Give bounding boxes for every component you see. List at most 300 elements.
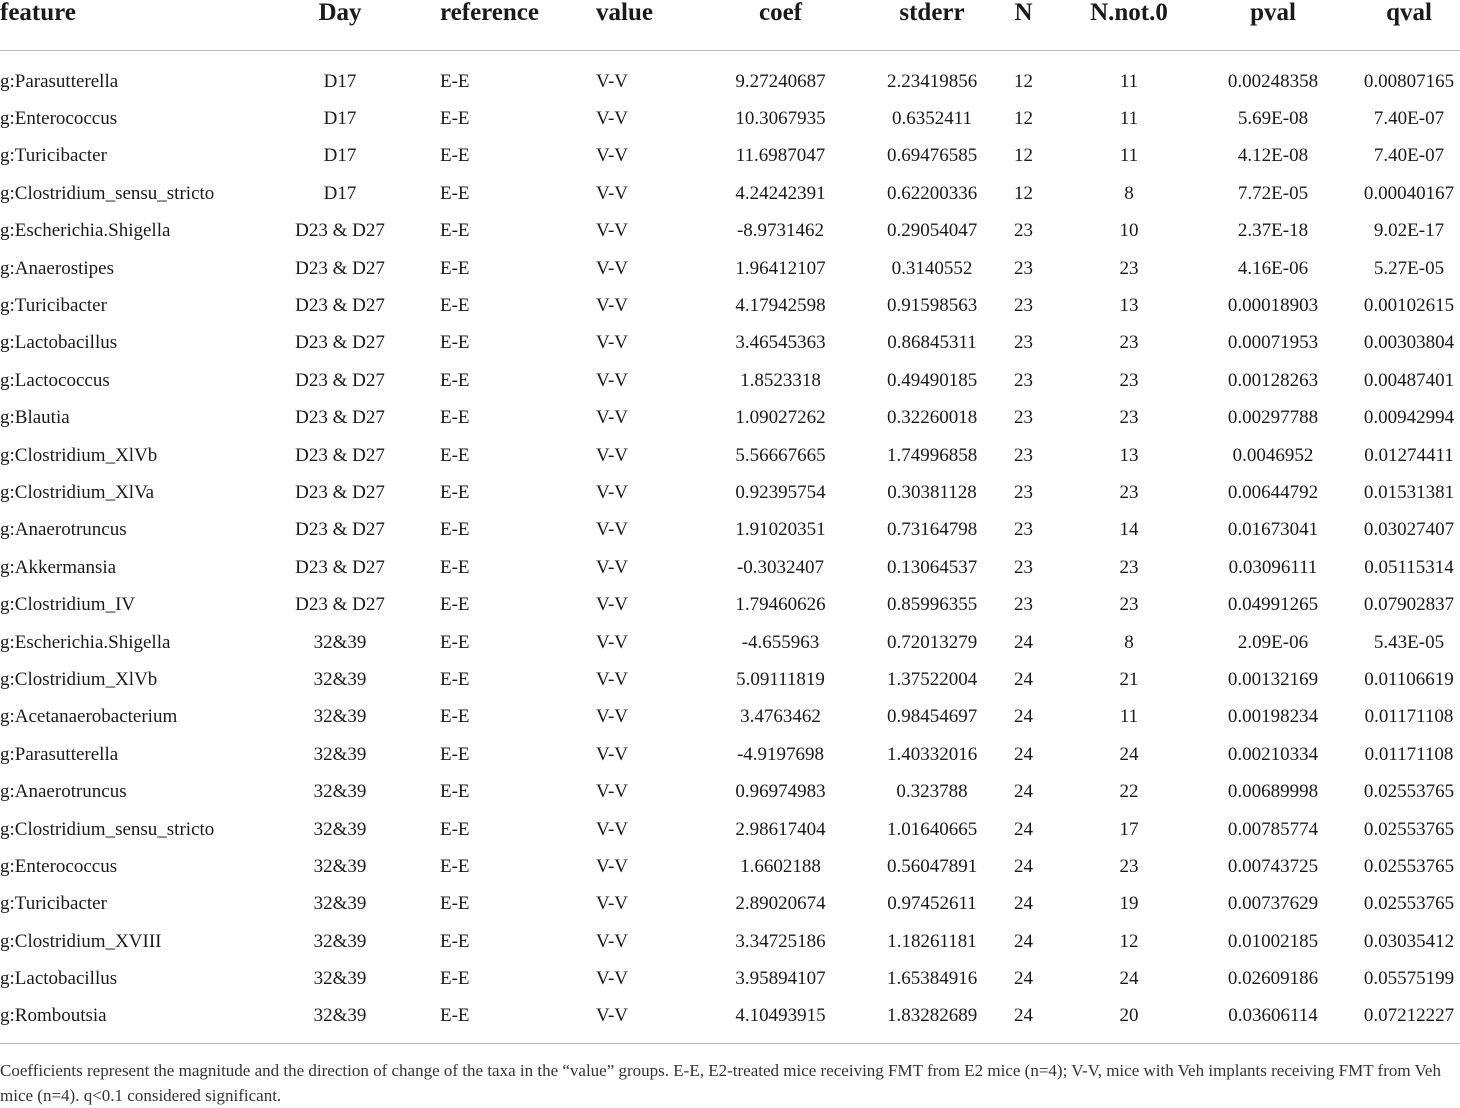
cell-feature: g:Clostridium_sensu_stricto bbox=[0, 182, 215, 204]
cell-pval: 0.00737629 bbox=[1227, 893, 1319, 915]
cell-n-not-0: 23 bbox=[1119, 369, 1139, 391]
cell-n: 24 bbox=[1014, 706, 1033, 728]
cell-n-not-0: 11 bbox=[1119, 706, 1139, 728]
cell-n: 12 bbox=[1014, 182, 1033, 204]
cell-stderr: 1.01640665 bbox=[887, 818, 977, 840]
cell-coef: 0.96974983 bbox=[735, 781, 826, 803]
cell-n-not-0: 8 bbox=[1124, 182, 1134, 204]
table-row bbox=[0, 736, 1460, 773]
cell-feature: g:Lactobacillus bbox=[0, 968, 118, 990]
cell-n: 23 bbox=[1014, 556, 1033, 578]
cell-value: V-V bbox=[596, 257, 629, 279]
cell-n: 24 bbox=[1014, 968, 1033, 990]
table-row bbox=[0, 213, 1460, 250]
cell-stderr: 0.56047891 bbox=[887, 855, 977, 877]
cell-n-not-0: 22 bbox=[1119, 781, 1139, 803]
cell-n-not-0: 23 bbox=[1119, 556, 1139, 578]
cell-qval: 0.02553765 bbox=[1363, 855, 1455, 877]
cell-qval: 0.02553765 bbox=[1363, 893, 1455, 915]
column-header-n-not-0: N.not.0 bbox=[1070, 0, 1188, 51]
cell-feature: g:Anaerostipes bbox=[0, 257, 114, 279]
cell-coef: 5.56667665 bbox=[735, 444, 826, 466]
cell-feature: g:Escherichia.Shigella bbox=[0, 220, 171, 242]
cell-stderr: 0.49490185 bbox=[887, 369, 977, 391]
cell-value: V-V bbox=[596, 855, 629, 877]
cell-coef: 1.96412107 bbox=[735, 257, 826, 279]
cell-reference: E-E bbox=[440, 519, 470, 541]
cell-pval: 0.02609186 bbox=[1227, 968, 1319, 990]
cell-n-not-0: 23 bbox=[1119, 855, 1139, 877]
cell-pval: 0.01673041 bbox=[1227, 519, 1319, 541]
cell-pval: 0.0046952 bbox=[1232, 444, 1314, 466]
cell-stderr: 0.69476585 bbox=[887, 145, 977, 167]
cell-feature: g:Turicibacter bbox=[0, 295, 107, 317]
cell-coef: -0.3032407 bbox=[736, 556, 825, 578]
cell-n: 23 bbox=[1014, 295, 1033, 317]
cell-feature: g:Blautia bbox=[0, 407, 70, 429]
cell-pval: 0.00018903 bbox=[1227, 295, 1319, 317]
cell-stderr: 0.62200336 bbox=[887, 182, 977, 204]
cell-day: D23 & D27 bbox=[295, 594, 385, 616]
cell-day: D23 & D27 bbox=[295, 519, 385, 541]
cell-n: 23 bbox=[1014, 369, 1033, 391]
cell-stderr: 0.91598563 bbox=[887, 295, 977, 317]
cell-day: 32&39 bbox=[313, 706, 367, 728]
cell-qval: 5.27E-05 bbox=[1373, 257, 1445, 279]
cell-qval: 0.05115314 bbox=[1364, 556, 1454, 578]
cell-qval: 0.01274411 bbox=[1364, 444, 1454, 466]
cell-value: V-V bbox=[596, 781, 629, 803]
cell-pval: 2.09E-06 bbox=[1237, 631, 1309, 653]
cell-reference: E-E bbox=[440, 668, 470, 690]
cell-pval: 4.12E-08 bbox=[1237, 145, 1309, 167]
cell-stderr: 1.18261181 bbox=[887, 930, 977, 952]
table-body bbox=[0, 51, 1460, 1044]
cell-n-not-0: 11 bbox=[1119, 70, 1139, 92]
cell-stderr: 1.74996858 bbox=[887, 444, 977, 466]
cell-day: D23 & D27 bbox=[295, 444, 385, 466]
cell-value: V-V bbox=[596, 481, 629, 503]
cell-reference: E-E bbox=[440, 220, 470, 242]
cell-reference: E-E bbox=[440, 743, 470, 765]
cell-n: 23 bbox=[1014, 257, 1033, 279]
cell-pval: 0.00128263 bbox=[1227, 369, 1319, 391]
cell-pval: 0.00644792 bbox=[1227, 481, 1319, 503]
cell-feature: g:Anaerotruncus bbox=[0, 781, 127, 803]
cell-day: 32&39 bbox=[313, 1005, 367, 1027]
cell-n: 23 bbox=[1014, 444, 1033, 466]
cell-reference: E-E bbox=[440, 182, 470, 204]
table-row bbox=[0, 250, 1460, 287]
cell-value: V-V bbox=[596, 1005, 629, 1027]
cell-feature: g:Akkermansia bbox=[0, 556, 117, 578]
cell-day: D17 bbox=[323, 108, 357, 130]
cell-value: V-V bbox=[596, 444, 629, 466]
cell-qval: 5.43E-05 bbox=[1373, 631, 1445, 653]
cell-coef: 5.09111819 bbox=[736, 668, 825, 690]
cell-value: V-V bbox=[596, 743, 629, 765]
cell-reference: E-E bbox=[440, 631, 470, 653]
cell-n-not-0: 10 bbox=[1119, 220, 1139, 242]
cell-coef: 9.27240687 bbox=[735, 70, 826, 92]
cell-stderr: 0.73164798 bbox=[887, 519, 977, 541]
cell-value: V-V bbox=[596, 594, 629, 616]
cell-qval: 0.01171108 bbox=[1364, 743, 1454, 765]
cell-coef: 1.09027262 bbox=[735, 407, 826, 429]
cell-coef: 1.91020351 bbox=[735, 519, 826, 541]
table-row bbox=[0, 512, 1460, 549]
table-row bbox=[0, 848, 1460, 885]
cell-value: V-V bbox=[596, 930, 629, 952]
cell-day: 32&39 bbox=[313, 631, 367, 653]
cell-reference: E-E bbox=[440, 930, 470, 952]
cell-coef: 1.6602188 bbox=[740, 855, 821, 877]
cell-day: D23 & D27 bbox=[295, 369, 385, 391]
cell-day: 32&39 bbox=[313, 855, 367, 877]
cell-day: 32&39 bbox=[313, 893, 367, 915]
cell-stderr: 0.30381128 bbox=[887, 481, 977, 503]
cell-qval: 0.01106619 bbox=[1364, 668, 1454, 690]
cell-feature: g:Lactococcus bbox=[0, 369, 110, 391]
cell-pval: 0.01002185 bbox=[1227, 930, 1319, 952]
cell-pval: 5.69E-08 bbox=[1237, 108, 1309, 130]
cell-n: 12 bbox=[1014, 108, 1033, 130]
column-header-n: N bbox=[977, 0, 1070, 51]
table-row bbox=[0, 51, 1460, 101]
cell-reference: E-E bbox=[440, 145, 470, 167]
table-row bbox=[0, 325, 1460, 362]
cell-n: 12 bbox=[1014, 70, 1033, 92]
table-bottom-rule bbox=[0, 1044, 1460, 1046]
cell-n: 24 bbox=[1014, 631, 1033, 653]
cell-pval: 2.37E-18 bbox=[1237, 220, 1309, 242]
cell-feature: g:Turicibacter bbox=[0, 145, 107, 167]
cell-day: 32&39 bbox=[313, 668, 367, 690]
cell-reference: E-E bbox=[440, 1005, 470, 1027]
cell-day: 32&39 bbox=[313, 930, 367, 952]
cell-pval: 0.00785774 bbox=[1227, 818, 1319, 840]
cell-coef: 3.46545363 bbox=[735, 332, 826, 354]
cell-coef: -8.9731462 bbox=[736, 220, 825, 242]
table-row bbox=[0, 100, 1460, 137]
cell-pval: 0.00198234 bbox=[1227, 706, 1319, 728]
cell-qval: 0.02553765 bbox=[1363, 781, 1455, 803]
cell-value: V-V bbox=[596, 893, 629, 915]
cell-coef: 3.95894107 bbox=[735, 968, 826, 990]
cell-value: V-V bbox=[596, 818, 629, 840]
cell-coef: 1.8523318 bbox=[740, 369, 821, 391]
cell-pval: 0.00297788 bbox=[1227, 407, 1319, 429]
cell-value: V-V bbox=[596, 706, 629, 728]
column-header-pval: pval bbox=[1188, 0, 1358, 51]
cell-stderr: 0.98454697 bbox=[887, 706, 977, 728]
cell-reference: E-E bbox=[440, 444, 470, 466]
cell-n: 24 bbox=[1014, 818, 1033, 840]
cell-n-not-0: 24 bbox=[1119, 743, 1139, 765]
cell-pval: 0.00210334 bbox=[1227, 743, 1319, 765]
cell-stderr: 2.23419856 bbox=[887, 70, 977, 92]
cell-n-not-0: 8 bbox=[1124, 631, 1134, 653]
cell-feature: g:Clostridium_XlVa bbox=[0, 481, 155, 503]
cell-n: 24 bbox=[1014, 781, 1033, 803]
cell-feature: g:Turicibacter bbox=[0, 893, 107, 915]
cell-reference: E-E bbox=[440, 706, 470, 728]
column-header-stderr: stderr bbox=[887, 0, 977, 51]
cell-n: 24 bbox=[1014, 855, 1033, 877]
cell-stderr: 0.3140552 bbox=[891, 257, 973, 279]
cell-n-not-0: 20 bbox=[1119, 1005, 1139, 1027]
cell-qval: 0.03027407 bbox=[1363, 519, 1455, 541]
cell-n-not-0: 23 bbox=[1119, 407, 1139, 429]
cell-value: V-V bbox=[596, 108, 629, 130]
cell-reference: E-E bbox=[440, 257, 470, 279]
table-row bbox=[0, 699, 1460, 736]
cell-qval: 7.40E-07 bbox=[1373, 145, 1445, 167]
cell-qval: 0.07902837 bbox=[1363, 594, 1455, 616]
cell-coef: 4.17942598 bbox=[735, 295, 826, 317]
cell-feature: g:Anaerotruncus bbox=[0, 519, 127, 541]
cell-value: V-V bbox=[596, 556, 629, 578]
cell-stderr: 1.40332016 bbox=[887, 743, 977, 765]
cell-n: 12 bbox=[1014, 145, 1033, 167]
cell-coef: 4.10493915 bbox=[735, 1005, 826, 1027]
cell-value: V-V bbox=[596, 519, 629, 541]
cell-value: V-V bbox=[596, 182, 629, 204]
cell-feature: g:Clostridium_IV bbox=[0, 594, 136, 616]
column-header-value: value bbox=[596, 0, 674, 51]
cell-day: D23 & D27 bbox=[295, 257, 385, 279]
cell-reference: E-E bbox=[440, 332, 470, 354]
cell-day: D23 & D27 bbox=[295, 407, 385, 429]
column-header-reference: reference bbox=[440, 0, 596, 51]
cell-n-not-0: 19 bbox=[1119, 893, 1139, 915]
cell-coef: 2.89020674 bbox=[735, 893, 826, 915]
cell-reference: E-E bbox=[440, 407, 470, 429]
table-row bbox=[0, 437, 1460, 474]
table-row bbox=[0, 886, 1460, 923]
column-header-qval: qval bbox=[1358, 0, 1460, 51]
cell-pval: 0.00689998 bbox=[1227, 781, 1319, 803]
cell-reference: E-E bbox=[440, 481, 470, 503]
cell-qval: 0.00040167 bbox=[1363, 182, 1455, 204]
cell-reference: E-E bbox=[440, 818, 470, 840]
cell-value: V-V bbox=[596, 407, 629, 429]
cell-stderr: 0.86845311 bbox=[887, 332, 977, 354]
cell-n-not-0: 24 bbox=[1119, 968, 1139, 990]
cell-feature: g:Clostridium_XVIII bbox=[0, 930, 162, 952]
cell-coef: 11.6987047 bbox=[735, 145, 826, 167]
cell-day: D17 bbox=[323, 182, 357, 204]
cell-feature: g:Escherichia.Shigella bbox=[0, 631, 171, 653]
cell-pval: 0.00248358 bbox=[1227, 70, 1319, 92]
cell-n-not-0: 21 bbox=[1119, 668, 1139, 690]
cell-value: V-V bbox=[596, 70, 629, 92]
cell-feature: g:Parasutterella bbox=[0, 70, 119, 92]
cell-reference: E-E bbox=[440, 295, 470, 317]
cell-stderr: 0.72013279 bbox=[887, 631, 977, 653]
cell-value: V-V bbox=[596, 145, 629, 167]
cell-reference: E-E bbox=[440, 70, 470, 92]
cell-n: 23 bbox=[1014, 407, 1033, 429]
cell-qval: 0.00303804 bbox=[1363, 332, 1455, 354]
cell-reference: E-E bbox=[440, 855, 470, 877]
cell-pval: 7.72E-05 bbox=[1237, 182, 1309, 204]
cell-qval: 9.02E-17 bbox=[1373, 220, 1445, 242]
cell-day: D17 bbox=[323, 70, 357, 92]
cell-n-not-0: 13 bbox=[1119, 295, 1139, 317]
cell-n: 24 bbox=[1014, 743, 1033, 765]
cell-n-not-0: 23 bbox=[1119, 594, 1139, 616]
cell-pval: 0.03096111 bbox=[1228, 556, 1318, 578]
cell-n-not-0: 17 bbox=[1119, 818, 1139, 840]
cell-stderr: 0.6352411 bbox=[891, 108, 973, 130]
cell-day: 32&39 bbox=[313, 818, 367, 840]
table-row bbox=[0, 287, 1460, 324]
cell-day: D23 & D27 bbox=[295, 556, 385, 578]
cell-stderr: 0.29054047 bbox=[887, 220, 977, 242]
cell-value: V-V bbox=[596, 631, 629, 653]
cell-day: D23 & D27 bbox=[295, 295, 385, 317]
column-header-day: Day bbox=[240, 0, 440, 51]
table-row bbox=[0, 586, 1460, 623]
cell-value: V-V bbox=[596, 332, 629, 354]
cell-stderr: 0.323788 bbox=[896, 781, 968, 803]
cell-day: D23 & D27 bbox=[295, 481, 385, 503]
header-row bbox=[0, 0, 1460, 51]
cell-pval: 0.04991265 bbox=[1227, 594, 1319, 616]
cell-day: D23 & D27 bbox=[295, 220, 385, 242]
cell-stderr: 0.85996355 bbox=[887, 594, 977, 616]
cell-stderr: 0.32260018 bbox=[887, 407, 977, 429]
cell-qval: 0.01531381 bbox=[1363, 481, 1455, 503]
cell-n: 24 bbox=[1014, 893, 1033, 915]
cell-feature: g:Romboutsia bbox=[0, 1005, 107, 1027]
cell-day: D23 & D27 bbox=[295, 332, 385, 354]
cell-stderr: 0.13064537 bbox=[887, 556, 977, 578]
cell-n: 23 bbox=[1014, 332, 1033, 354]
cell-qval: 0.02553765 bbox=[1363, 818, 1455, 840]
cell-reference: E-E bbox=[440, 556, 470, 578]
table-row bbox=[0, 773, 1460, 810]
table-row bbox=[0, 138, 1460, 175]
cell-feature: g:Clostridium_sensu_stricto bbox=[0, 818, 215, 840]
table-row bbox=[0, 923, 1460, 960]
table-row bbox=[0, 960, 1460, 997]
cell-reference: E-E bbox=[440, 594, 470, 616]
cell-qval: 0.03035412 bbox=[1363, 930, 1455, 952]
cell-value: V-V bbox=[596, 220, 629, 242]
cell-n-not-0: 23 bbox=[1119, 257, 1139, 279]
table-row bbox=[0, 624, 1460, 661]
cell-qval: 7.40E-07 bbox=[1373, 108, 1445, 130]
cell-value: V-V bbox=[596, 668, 629, 690]
cell-coef: 3.4763462 bbox=[740, 706, 821, 728]
cell-reference: E-E bbox=[440, 108, 470, 130]
cell-n-not-0: 14 bbox=[1119, 519, 1139, 541]
cell-pval: 4.16E-06 bbox=[1237, 257, 1309, 279]
cell-qval: 0.00487401 bbox=[1363, 369, 1455, 391]
cell-n-not-0: 12 bbox=[1119, 930, 1139, 952]
cell-coef: 4.24242391 bbox=[735, 182, 826, 204]
cell-n: 23 bbox=[1014, 594, 1033, 616]
cell-value: V-V bbox=[596, 369, 629, 391]
cell-pval: 0.00132169 bbox=[1227, 668, 1319, 690]
cell-n: 24 bbox=[1014, 930, 1033, 952]
cell-stderr: 1.83282689 bbox=[887, 1005, 977, 1027]
cell-n-not-0: 11 bbox=[1119, 145, 1139, 167]
table-row bbox=[0, 811, 1460, 848]
cell-value: V-V bbox=[596, 295, 629, 317]
cell-qval: 0.05575199 bbox=[1363, 968, 1455, 990]
cell-n-not-0: 13 bbox=[1119, 444, 1139, 466]
cell-day: D17 bbox=[323, 145, 357, 167]
cell-qval: 0.01171108 bbox=[1364, 706, 1454, 728]
cell-pval: 0.00071953 bbox=[1227, 332, 1319, 354]
cell-coef: -4.655963 bbox=[741, 631, 820, 653]
cell-coef: 2.98617404 bbox=[735, 818, 826, 840]
cell-stderr: 1.37522004 bbox=[887, 668, 977, 690]
cell-stderr: 1.65384916 bbox=[887, 968, 977, 990]
cell-n: 24 bbox=[1014, 1005, 1033, 1027]
table-row bbox=[0, 998, 1460, 1044]
table-row bbox=[0, 474, 1460, 511]
cell-feature: g:Acetanaerobacterium bbox=[0, 706, 178, 728]
cell-feature: g:Enterococcus bbox=[0, 855, 118, 877]
cell-n: 23 bbox=[1014, 220, 1033, 242]
cell-n-not-0: 23 bbox=[1119, 332, 1139, 354]
cell-coef: 0.92395754 bbox=[735, 481, 826, 503]
cell-coef: 3.34725186 bbox=[735, 930, 826, 952]
cell-coef: 1.79460626 bbox=[735, 594, 826, 616]
cell-n-not-0: 11 bbox=[1119, 108, 1139, 130]
cell-reference: E-E bbox=[440, 893, 470, 915]
cell-n: 24 bbox=[1014, 668, 1033, 690]
cell-coef: -4.9197698 bbox=[736, 743, 825, 765]
cell-reference: E-E bbox=[440, 369, 470, 391]
cell-qval: 0.00807165 bbox=[1363, 70, 1455, 92]
cell-pval: 0.00743725 bbox=[1227, 855, 1319, 877]
cell-day: 32&39 bbox=[313, 968, 367, 990]
table-row bbox=[0, 661, 1460, 698]
table-row bbox=[0, 362, 1460, 399]
cell-coef: 10.3067935 bbox=[735, 108, 826, 130]
cell-n: 23 bbox=[1014, 481, 1033, 503]
cell-qval: 0.00102615 bbox=[1363, 295, 1455, 317]
cell-value: V-V bbox=[596, 968, 629, 990]
cell-feature: g:Enterococcus bbox=[0, 108, 118, 130]
cell-feature: g:Lactobacillus bbox=[0, 332, 118, 354]
cell-stderr: 0.97452611 bbox=[887, 893, 977, 915]
cell-feature: g:Clostridium_XlVb bbox=[0, 444, 158, 466]
table-row bbox=[0, 549, 1460, 586]
table-row bbox=[0, 400, 1460, 437]
table-footnote: Coefficients represent the magnitude and the direction of change of the taxa in the “value” groups. E-E, E2-treated mice receiving FMT from E2 mice (n=4); V-V, mice with Veh implants receiving FMT from Veh mice (n=4). q<0.1 considered significant. bbox=[0, 1061, 1441, 1105]
cell-qval: 0.07212227 bbox=[1363, 1005, 1455, 1027]
cell-feature: g:Parasutterella bbox=[0, 743, 119, 765]
column-header-feature: feature bbox=[0, 0, 240, 51]
cell-pval: 0.03606114 bbox=[1228, 1005, 1318, 1027]
cell-n: 23 bbox=[1014, 519, 1033, 541]
column-header-coef: coef bbox=[674, 0, 887, 51]
table-row bbox=[0, 175, 1460, 212]
cell-reference: E-E bbox=[440, 781, 470, 803]
cell-day: 32&39 bbox=[313, 743, 367, 765]
cell-feature: g:Clostridium_XlVb bbox=[0, 668, 158, 690]
cell-n-not-0: 23 bbox=[1119, 481, 1139, 503]
cell-day: 32&39 bbox=[313, 781, 367, 803]
cell-reference: E-E bbox=[440, 968, 470, 990]
cell-qval: 0.00942994 bbox=[1363, 407, 1455, 429]
